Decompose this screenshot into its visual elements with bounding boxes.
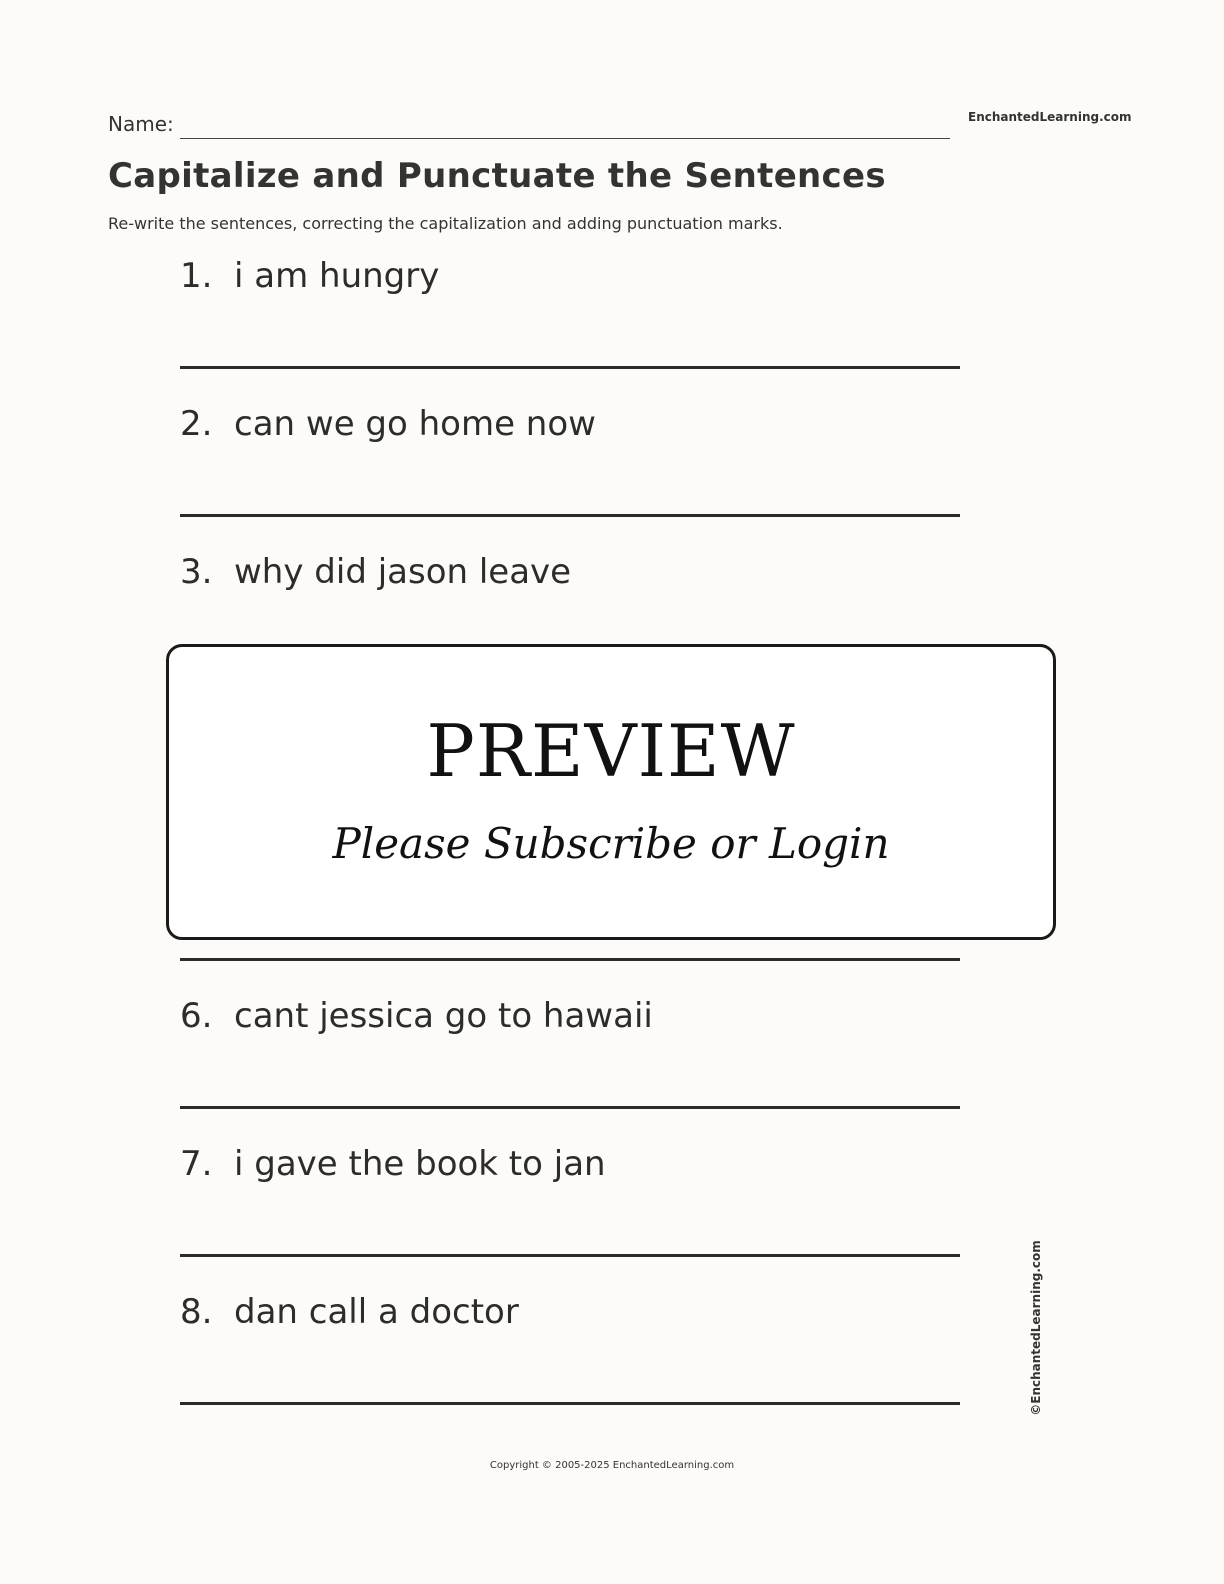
item-sentence: can we go home now — [234, 404, 596, 444]
item-sentence: why did jason leave — [234, 552, 572, 592]
item-sentence: dan call a doctor — [234, 1292, 519, 1332]
item-number: 6. — [180, 996, 213, 1036]
name-write-line — [180, 138, 950, 139]
item-sentence: i gave the book to jan — [234, 1144, 606, 1184]
instructions: Re-write the sentences, correcting the capitalization and adding punctuation marks. — [108, 214, 783, 233]
item-number: 7. — [180, 1144, 213, 1184]
answer-line-1 — [180, 366, 960, 369]
answer-line-8 — [180, 1402, 960, 1405]
side-copyright-text: ©EnchantedLearning.com — [1029, 1240, 1043, 1416]
item-number: 1. — [180, 256, 213, 296]
preview-title: PREVIEW — [426, 709, 796, 793]
item-number: 3. — [180, 552, 213, 592]
answer-line-5 — [180, 958, 960, 961]
sentence-item-3 — [180, 552, 571, 592]
item-number: 8. — [180, 1292, 213, 1332]
preview-overlay[interactable] — [166, 644, 1056, 940]
sentence-item-7 — [180, 1144, 606, 1184]
sentence-item-6 — [180, 996, 653, 1036]
answer-line-6 — [180, 1106, 960, 1109]
sentence-item-8 — [180, 1292, 519, 1332]
subscribe-login-prompt[interactable]: Please Subscribe or Login — [332, 819, 890, 868]
page-title: Capitalize and Punctuate the Sentences — [108, 156, 886, 196]
footer-copyright: Copyright © 2005-2025 EnchantedLearning.com — [489, 1460, 735, 1471]
answer-line-2 — [180, 514, 960, 517]
answer-line-7 — [180, 1254, 960, 1257]
item-number: 2. — [180, 404, 213, 444]
sentence-item-2 — [180, 404, 596, 444]
item-sentence: i am hungry — [234, 256, 440, 296]
item-sentence: cant jessica go to hawaii — [234, 996, 653, 1036]
name-label: Name: — [108, 112, 174, 136]
site-brand: EnchantedLearning.com — [968, 110, 1132, 124]
sentence-item-1 — [180, 256, 439, 296]
